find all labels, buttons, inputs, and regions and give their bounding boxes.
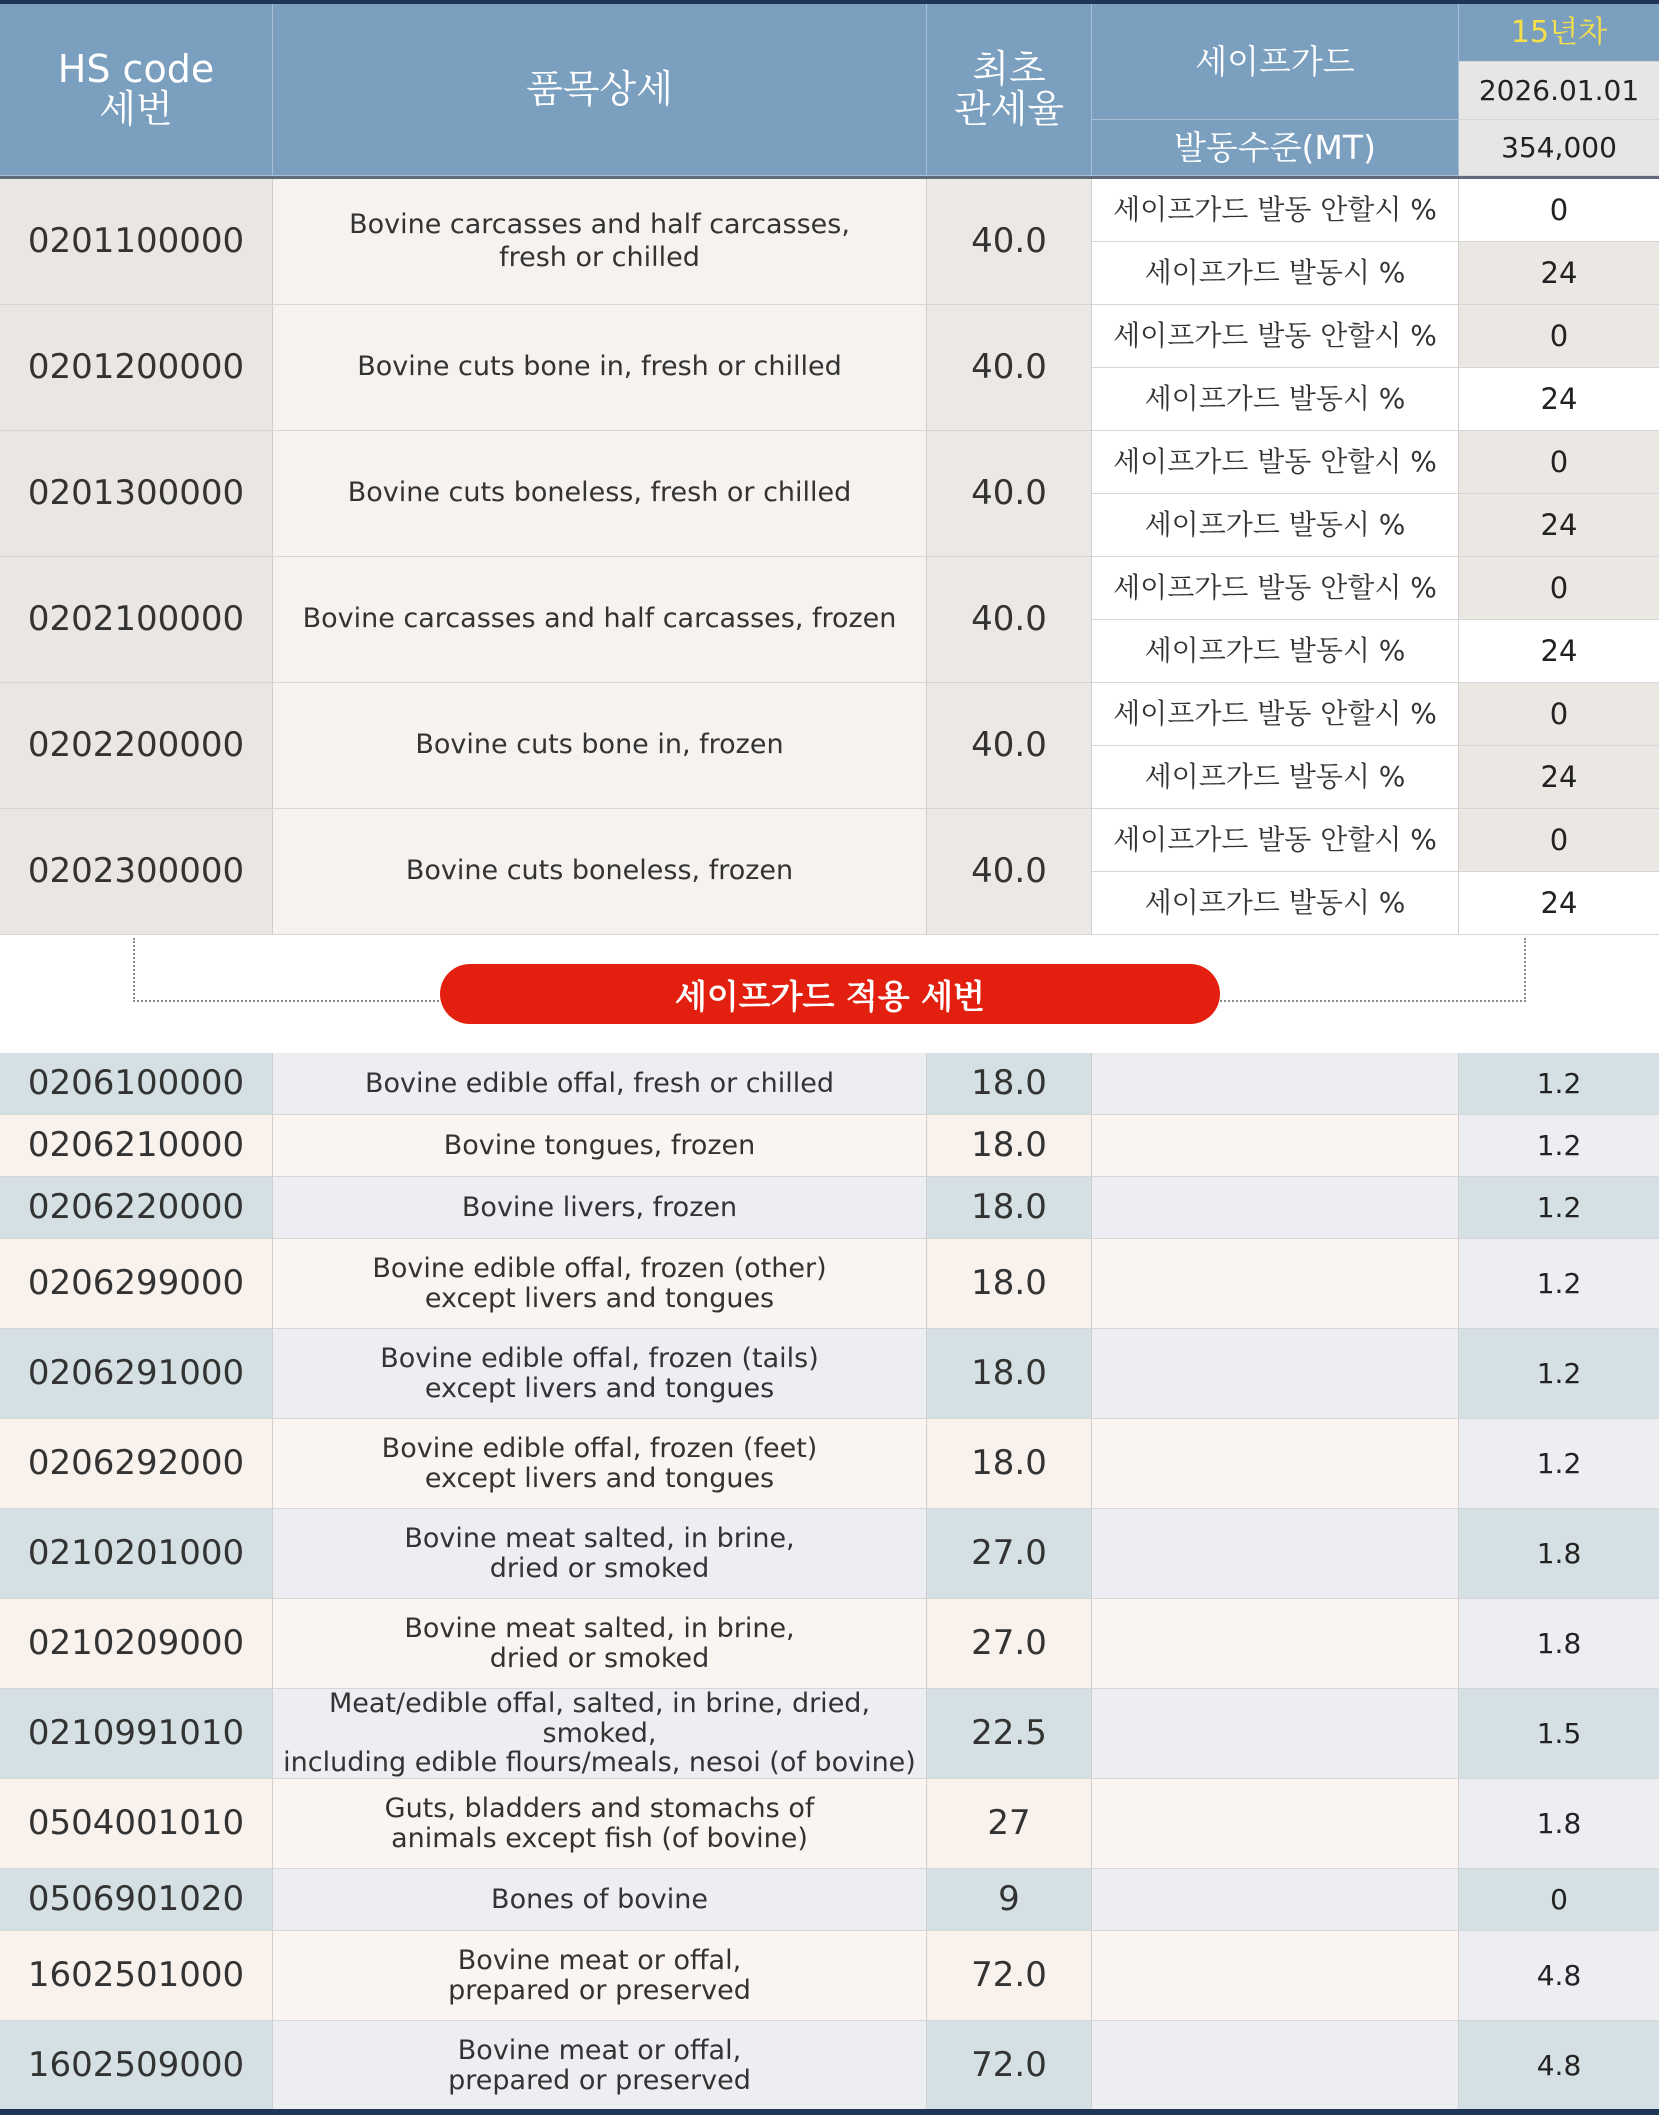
item-desc-cell: Bovine meat or offal, prepared or preserved (273, 1931, 927, 2021)
empty-cell (1092, 1689, 1459, 1779)
hs-code-cell: 0210991010 (0, 1689, 273, 1779)
empty-cell (1092, 1177, 1459, 1239)
empty-cell (1092, 1329, 1459, 1419)
tariff-value-cell: 1.2 (1459, 1329, 1659, 1419)
hs-code-cell: 0201100000 (0, 179, 273, 305)
safeguard-on-label: 세이프가드 발동시 % (1092, 494, 1459, 557)
empty-cell (1092, 1419, 1459, 1509)
tariff-rate-cell: 40.0 (927, 683, 1092, 809)
empty-cell (1092, 1599, 1459, 1689)
item-desc-cell: Bovine cuts bone in, fresh or chilled (273, 305, 927, 431)
item-desc-cell: Bovine edible offal, frozen (feet) except livers and tongues (273, 1419, 927, 1509)
tariff-value-cell: 4.8 (1459, 2021, 1659, 2111)
item-desc-cell: Bovine meat or offal, prepared or preserved (273, 2021, 927, 2111)
header-hs-code: HS code 세번 (0, 4, 273, 176)
safeguard-off-value: 0 (1459, 683, 1659, 746)
safeguard-off-value: 0 (1459, 305, 1659, 368)
item-desc-cell: Bovine livers, frozen (273, 1177, 927, 1239)
tariff-rate-cell: 9 (927, 1869, 1092, 1931)
banner-bracket-right (1217, 938, 1526, 1002)
tariff-value-cell: 1.5 (1459, 1689, 1659, 1779)
safeguard-off-label: 세이프가드 발동 안할시 % (1092, 179, 1459, 242)
hs-code-cell: 1602501000 (0, 1931, 273, 2021)
safeguard-off-value: 0 (1459, 809, 1659, 872)
header-year-label: 15년차 (1459, 4, 1659, 62)
tariff-rate-cell: 40.0 (927, 809, 1092, 935)
hs-code-cell: 0206100000 (0, 1053, 273, 1115)
safeguard-off-label: 세이프가드 발동 안할시 % (1092, 683, 1459, 746)
safeguard-off-label: 세이프가드 발동 안할시 % (1092, 809, 1459, 872)
tariff-rate-cell: 18.0 (927, 1419, 1092, 1509)
item-desc-cell: Bovine edible offal, frozen (tails) except livers and tongues (273, 1329, 927, 1419)
safeguard-on-label: 세이프가드 발동시 % (1092, 746, 1459, 809)
tariff-value-cell: 0 (1459, 1869, 1659, 1931)
tariff-rate-cell: 40.0 (927, 305, 1092, 431)
hs-code-cell: 0210209000 (0, 1599, 273, 1689)
tariff-rate-cell: 27 (927, 1779, 1092, 1869)
item-desc-cell: Guts, bladders and stomachs of animals except fish (of bovine) (273, 1779, 927, 1869)
tariff-value-cell: 1.2 (1459, 1239, 1659, 1329)
safeguard-on-value: 24 (1459, 872, 1659, 935)
tariff-rate-cell: 72.0 (927, 1931, 1092, 2021)
item-desc-cell: Bovine cuts bone in, frozen (273, 683, 927, 809)
item-desc-cell: Bovine meat salted, in brine, dried or smoked (273, 1599, 927, 1689)
item-desc-cell: Meat/edible offal, salted, in brine, dried, smoked, including edible flours/meals, nesoi (of bovine) (273, 1689, 927, 1779)
safeguard-off-label: 세이프가드 발동 안할시 % (1092, 557, 1459, 620)
empty-cell (1092, 1115, 1459, 1177)
safeguard-on-label: 세이프가드 발동시 % (1092, 620, 1459, 683)
hs-code-cell: 0206210000 (0, 1115, 273, 1177)
header-item-detail: 품목상세 (273, 4, 927, 176)
hs-code-cell: 0202300000 (0, 809, 273, 935)
empty-cell (1092, 2021, 1459, 2111)
hs-code-cell: 0201200000 (0, 305, 273, 431)
item-desc-cell: Bovine edible offal, fresh or chilled (273, 1053, 927, 1115)
tariff-rate-cell: 27.0 (927, 1599, 1092, 1689)
safeguard-on-value: 24 (1459, 494, 1659, 557)
safeguard-on-value: 24 (1459, 746, 1659, 809)
tariff-value-cell: 1.8 (1459, 1509, 1659, 1599)
tariff-value-cell: 1.8 (1459, 1779, 1659, 1869)
header-initial-tariff: 최초 관세율 (927, 4, 1092, 176)
hs-code-cell: 0206291000 (0, 1329, 273, 1419)
safeguard-on-label: 세이프가드 발동시 % (1092, 872, 1459, 935)
tariff-value-cell: 1.2 (1459, 1053, 1659, 1115)
empty-cell (1092, 1053, 1459, 1115)
header-trigger-value: 354,000 (1459, 120, 1659, 176)
empty-cell (1092, 1931, 1459, 2021)
hs-code-cell: 0206299000 (0, 1239, 273, 1329)
safeguard-on-label: 세이프가드 발동시 % (1092, 242, 1459, 305)
tariff-value-cell: 1.8 (1459, 1599, 1659, 1689)
item-desc-cell: Bovine meat salted, in brine, dried or smoked (273, 1509, 927, 1599)
header-safeguard: 세이프가드 (1092, 4, 1459, 120)
tariff-value-cell: 1.2 (1459, 1177, 1659, 1239)
item-desc-cell: Bovine cuts boneless, frozen (273, 809, 927, 935)
hs-code-cell: 0201300000 (0, 431, 273, 557)
tariff-rate-cell: 40.0 (927, 179, 1092, 305)
item-desc-cell: Bovine edible offal, frozen (other) except livers and tongues (273, 1239, 927, 1329)
hs-code-cell: 1602509000 (0, 2021, 273, 2111)
hs-code-cell: 0506901020 (0, 1869, 273, 1931)
tariff-rate-cell: 27.0 (927, 1509, 1092, 1599)
tariff-rate-cell: 18.0 (927, 1115, 1092, 1177)
tariff-value-cell: 1.2 (1459, 1115, 1659, 1177)
hs-code-cell: 0206220000 (0, 1177, 273, 1239)
safeguard-off-value: 0 (1459, 431, 1659, 494)
safeguard-banner: 세이프가드 적용 세번 (440, 964, 1220, 1024)
hs-code-cell: 0202200000 (0, 683, 273, 809)
hs-code-cell: 0210201000 (0, 1509, 273, 1599)
tariff-value-cell: 1.2 (1459, 1419, 1659, 1509)
tariff-rate-cell: 18.0 (927, 1239, 1092, 1329)
safeguard-off-label: 세이프가드 발동 안할시 % (1092, 305, 1459, 368)
bottom-border (0, 2109, 1659, 2115)
item-desc-cell: Bovine carcasses and half carcasses, fresh or chilled (273, 179, 927, 305)
tariff-value-cell: 4.8 (1459, 1931, 1659, 2021)
empty-cell (1092, 1779, 1459, 1869)
item-desc-cell: Bovine tongues, frozen (273, 1115, 927, 1177)
safeguard-on-value: 24 (1459, 242, 1659, 305)
safeguard-on-label: 세이프가드 발동시 % (1092, 368, 1459, 431)
tariff-rate-cell: 18.0 (927, 1177, 1092, 1239)
safeguard-on-value: 24 (1459, 620, 1659, 683)
item-desc-cell: Bovine carcasses and half carcasses, frozen (273, 557, 927, 683)
empty-cell (1092, 1869, 1459, 1931)
header-trigger-level: 발동수준(MT) (1092, 120, 1459, 176)
tariff-rate-cell: 22.5 (927, 1689, 1092, 1779)
header-date: 2026.01.01 (1459, 62, 1659, 120)
tariff-rate-cell: 40.0 (927, 557, 1092, 683)
empty-cell (1092, 1239, 1459, 1329)
hs-code-cell: 0206292000 (0, 1419, 273, 1509)
tariff-rate-cell: 18.0 (927, 1329, 1092, 1419)
tariff-rate-cell: 18.0 (927, 1053, 1092, 1115)
tariff-rate-cell: 72.0 (927, 2021, 1092, 2111)
safeguard-off-value: 0 (1459, 179, 1659, 242)
tariff-rate-cell: 40.0 (927, 431, 1092, 557)
item-desc-cell: Bovine cuts boneless, fresh or chilled (273, 431, 927, 557)
item-desc-cell: Bones of bovine (273, 1869, 927, 1931)
hs-code-cell: 0202100000 (0, 557, 273, 683)
empty-cell (1092, 1509, 1459, 1599)
safeguard-off-value: 0 (1459, 557, 1659, 620)
safeguard-off-label: 세이프가드 발동 안할시 % (1092, 431, 1459, 494)
safeguard-on-value: 24 (1459, 368, 1659, 431)
hs-code-cell: 0504001010 (0, 1779, 273, 1869)
banner-bracket-left (133, 938, 443, 1002)
